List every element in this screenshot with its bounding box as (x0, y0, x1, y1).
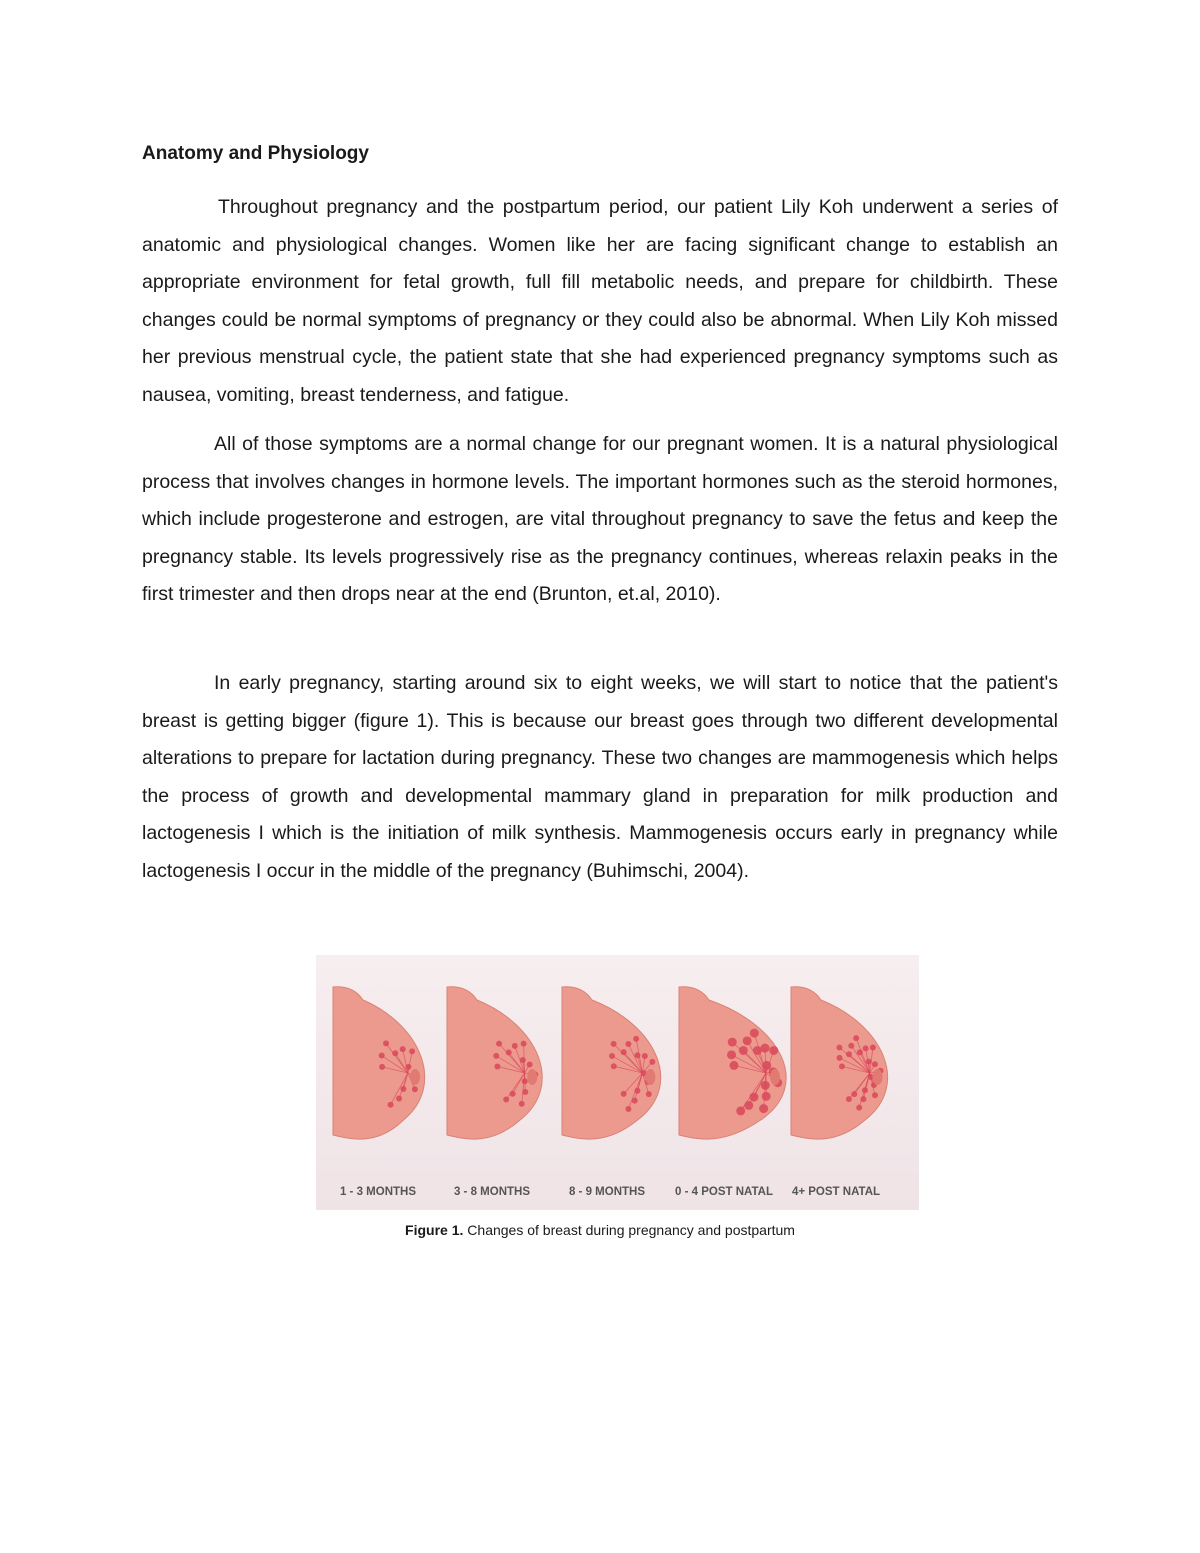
breast-stage-1 (333, 987, 425, 1139)
stage-label-2: 3 - 8 MONTHS (453, 1186, 531, 1198)
breast-stage-2 (447, 987, 542, 1139)
figure-caption-prefix: Figure 1. (405, 1222, 464, 1238)
breast-stage-4 (679, 987, 786, 1139)
stage-label-3: 8 - 9 MONTHS (568, 1186, 646, 1198)
figure-caption (142, 1222, 1058, 1238)
breast-stage-5 (791, 987, 888, 1139)
stage-label-4: 0 - 4 POST NATAL (675, 1186, 773, 1198)
figure-caption-text: Changes of breast during pregnancy and postpartum (463, 1222, 795, 1238)
stage-label-5: 4+ POST NATAL (791, 1186, 881, 1198)
breast-changes-figure (316, 955, 919, 1210)
stage-label-1: 1 - 3 MONTHS (339, 1186, 417, 1198)
section-heading: Anatomy and Physiology (142, 143, 369, 164)
paragraph-3: In early pregnancy, starting around six to eight weeks, we will start to notice that the patient's breast is getting bigger (figure 1). This is because our breast goes through two different developmental alterations to prepare for lactation during pregnancy. These two changes are mammogenesis which helps the process of growth and developmental mammary gland in preparation for milk production and lactogenesis I which is the initiation of milk synthesis. Mammogenesis occurs early in pregnancy while lactogenesis I occur in the middle of the pregnancy (Buhimschi, 2004). (142, 672, 1058, 882)
breast-illustration (316, 955, 919, 1210)
paragraph-2: All of those symptoms are a normal change for our pregnant women. It is a natural physiological process that involves changes in hormone levels. The important hormones such as the steroid hormones, which include progesterone and estrogen, are vital throughout pregnancy to save the fetus and keep the pregnancy stable. Its levels progressively rise as the pregnancy continues, whereas relaxin peaks in the first trimester and then drops near at the end (Brunton, et.al, 2010). (142, 433, 1058, 605)
breast-stage-3 (562, 987, 661, 1139)
paragraph-1: Throughout pregnancy and the postpartum period, our patient Lily Koh underwent a series of anatomic and physiological changes. Women like her are facing significant change to establish an appropriate environment for fetal growth, full fill metabolic needs, and prepare for childbirth. These changes could be normal symptoms of pregnancy or they could also be abnormal. When Lily Koh missed her previous menstrual cycle, the patient state that she had experienced pregnancy symptoms such as nausea, vomiting, breast tenderness, and fatigue. (142, 196, 1058, 406)
